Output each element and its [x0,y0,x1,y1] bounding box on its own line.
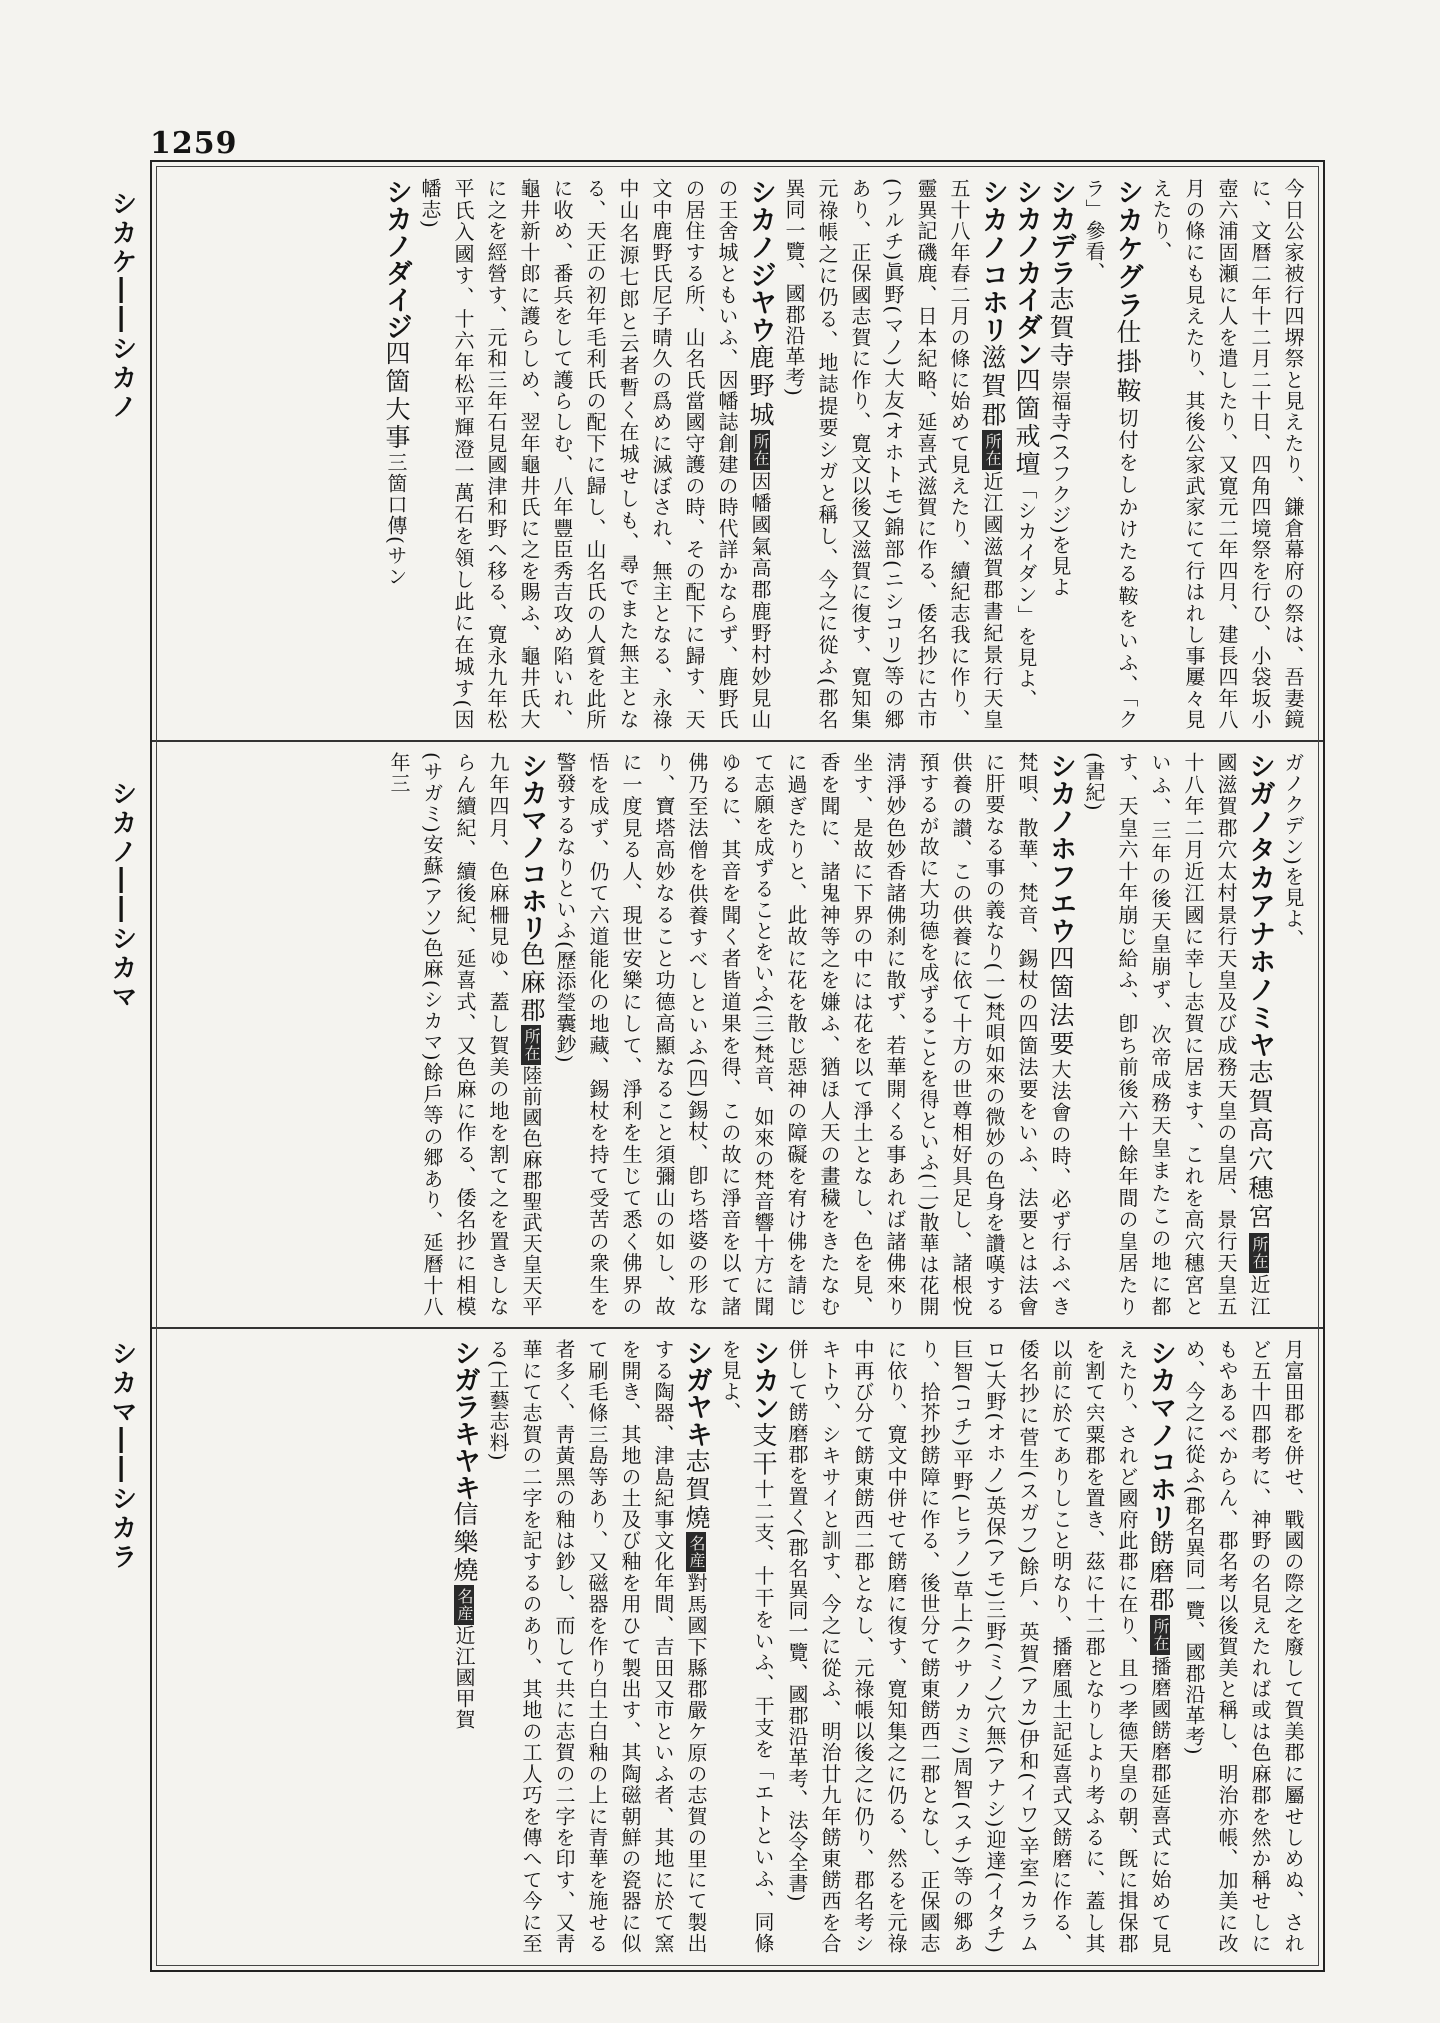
entry [481,1339,713,1954]
entry [713,1339,780,1954]
entry-heading: シカノカイダン [1011,178,1042,367]
tier-middle [166,752,1309,1317]
product-tag: 名産 [454,1585,474,1625]
tier-divider-1 [152,740,1323,742]
entry-heading: シカデラ [1045,178,1076,286]
entry-text: 月富田郡を併せ、戰國の際之を廢して賀美郡に屬せしめぬ、されど五十四郡考に、神野の名見えたれば或は色麻郡を然か稱せしにもやあるべからん、郡名考以後賀美と稱し、明治亦帳、加美に改め、今之に從ふ(郡名異同一覽、國郡沿革考) [1182,1339,1305,1954]
entry-text: 切付をしかけたる鞍をいふ、「クラ」參看、 [1082,178,1139,730]
entry-heading: シカマノコホリ [1145,1339,1176,1531]
tier-lower [166,1339,1309,1954]
entry [1144,178,1309,730]
location-tag: 所在 [1249,1233,1269,1273]
entry-heading: シカケグラ [1112,178,1143,320]
entry-text: 十二支、十干をいふ、干支を「エトといふ、同條を見よ、 [718,1339,775,1954]
entry [780,1339,1177,1954]
entry-text: 陸前國色麻郡聖武天皇天平九年四月、色麻柵見ゆ、蓋し賀美の地を割て之を置きしならん續紀、續後紀、延喜式、又色麻に作る、倭名抄に相模(サガミ)安蘇(アソ)色麻(シカマ)餘戶等の郷あり、延曆十八年三 [387,752,543,1317]
entry [548,752,1077,1317]
entry-heading: シカノダイジ [381,178,412,340]
entry-kanji: 支干 [749,1421,778,1480]
entry-text: 近江國甲賀 [452,1625,476,1730]
entry-heading: シカノホフエウ [1045,752,1076,945]
entry [1077,752,1276,1317]
entry [1177,1339,1309,1954]
running-head-lower: シカマ――シカラ [107,1340,137,1572]
tier-upper [166,178,1309,730]
page-number: 1259 [150,126,238,161]
entry-kanji: 志賀燒 [682,1447,711,1533]
entry-kanji: 鹿野城 [746,344,775,430]
entry-text: 近江國滋賀郡穴太村景行天皇及び成務天皇の皇居、景行天皇五十八年二月近江國に幸し志賀に居ます、これを高穴穗宮といふ、三年の後天皇崩ず、次帝成務天皇またこの地に都す、天皇六十年崩じ給ふ、卽ち前後六十餘年間の皇居たり(書紀) [1082,752,1271,1317]
entry [1077,178,1144,730]
entry [379,178,413,730]
page-frame [150,160,1325,1972]
entry-text: 崇福寺(スフクジ)を見よ [1048,370,1072,598]
entry [1009,178,1043,730]
entry [1043,178,1077,730]
entry-text: ガノクデン)を見よ、 [1281,752,1305,950]
tier-divider-2 [152,1327,1323,1329]
entry-kanji: 志賀高穴穗宮 [1245,1059,1274,1234]
entry-heading: シカマノコホリ [516,752,547,941]
product-tag: 名産 [686,1532,706,1572]
entry-kanji: 志賀寺 [1046,286,1075,370]
entry [447,1339,481,1954]
entry-text: 對馬國下縣郡嚴ケ原の志賀の里にて製出する陶器、津島紀事文化年間、吉田又市といふ者、其地に於て窯を開き、其地の土及び釉を用ひて製出す、其陶磁朝鮮の瓷器に似て刷毛條三島等あり、又磁器を作り白土白釉の上に青華を施せる者多く、靑黃黑の釉は鈔し、而して共に志賀の二字を印す、又靑華にて志賀の二字を記するのあり、其地の工人巧を傳へて今に至る(工藝志料) [486,1339,708,1954]
entry [382,752,548,1317]
location-tag: 所在 [521,1025,541,1065]
entry-kanji: 四箇戒壇 [1012,367,1041,479]
running-head-upper: シカケ――シカノ [107,190,137,422]
entry-text: 「シカイダン」を見よ、 [1014,479,1038,710]
entry-text: 近江國滋賀郡書紀景行天皇五十八年春二月の條に始めて見えたり、續紀志我に作り、靈異記磯鹿、日本紀略、延喜式滋賀に作る、倭名抄に古市(フルチ)眞野(マノ)大友(オホトモ)錦部(ニシコリ)等の郷あり、正保國志賀に作り、寛文以後又滋賀に復す、寛知集元祿帳之に仍る、地誌提要シガと稱し、今之に從ふ(郡名異同一覽、國郡沿革考) [782,178,1004,730]
entry-kanji: 滋賀郡 [978,344,1007,430]
entry [413,178,777,730]
entry-kanji: 四箇法要 [1046,944,1075,1060]
entry-text: 大法會の時、必ず行ふべき梵唄、散華、梵音、錫杖の四箇法要をいふ、法要とは法會に肝要なる事の義なり(一)梵唄如來の微妙の色身を讚嘆する供養の讃、この供養に依て十方の世尊相好具足し、諸根悅預するが故に大功德を成ずることを得といふ(二)散華は花開淸淨妙色妙香諸佛刹に散ず、若華開くる事あれば諸佛來り坐す、是故に下界の中には花を以て淨土となし、色を見、香を聞に、諸鬼神等之を嫌ふ、猶ほ人天の畫穢をきたなむに過ぎたりと、此故に花を散じ惡神の障礙を宥け佛を請じて志願を成ずることをいふ(三)梵音、如來の梵音響十方に聞ゆるに、其音を聞く者皆道果を得、この故に淨音を以て諸佛乃至法僧を供養すべしといふ(四)錫杖、卽ち塔婆の形なり、寶塔高妙なること功德高顯なること須彌山の如し、故に一度見る人、現世安樂にして、淨利を生じて悉く佛界の悟を成ず、仍て六道能化の地藏、錫杖を持て受苦の衆生を警發するなりといふ(歷添瑩囊鈔) [553,752,1072,1317]
entry-text: 播磨國餝磨郡延喜式に始めて見えたり、されど國府此郡に在り、且つ孝德天皇の朝、旣に揖保郡を割て宍粟郡を置き、茲に十二郡となりしより考ふるに、蓋し其以前に於てありしこと明なり、播磨風土記延喜式又餝磨に作る、倭名抄に菅生(スガフ)餘戶、英賀(アカ)伊和(イワ)辛室(カラムロ)大野(オホノ)英保(アモ)三野(ミノ)穴無(アナシ)迎達(イタチ)巨智(コチ)平野(ヒラノ)草上(クサノカミ)周智(スチ)等の郷あり、拾芥抄餝障に作る、後世分て餝東餝西二郡となし、正保國志に依り、寛文中併せて餝磨に復す、寛知集之に仍る、然るを元祿中再び分て餝東餝西二郡となし、元祿帳以後之に仍り、郡名考シキトウ、シキサイと訓す、今之に從ふ、明治廿九年餝東餝西を合併して餝磨郡を置く(郡名異同一覽、國郡沿革考、法令全書) [785,1339,1172,1954]
entry-kanji: 四箇大事 [382,340,411,452]
entry-text: 三箇口傳(サン [384,452,408,587]
entry-kanji: 信樂燒 [450,1501,479,1585]
entry [777,178,1009,730]
entry-text: 今日公家被行四堺祭と見えたり、鎌倉幕府の祭は、吾妻鏡に、文暦二年十二月二十日、四角四境祭を行ひ、小袋坂小壺六浦固瀬に人を遣したり、又寛元二年四月、建長四年八月の條にも見えたり、其後公家武家にて行はれし事屢々見えたり、 [1149,178,1305,730]
running-head-middle: シカノ――シカマ [107,780,137,1012]
entry-kanji: 餝磨郡 [1146,1530,1175,1616]
entry-heading: シガノタカアナホノミヤ [1244,752,1275,1060]
entry [1276,752,1309,1317]
entry-heading: シカノコホリ [977,178,1008,344]
entry-heading: シカノジヤウ [745,178,776,344]
entry-text: 因幡國氣高郡鹿野村妙見山の王舍城ともいふ、因幡誌創建の時代詳かならず、鹿野氏の居住する所、山名氏當國守護の時、その配下に歸す、天文中鹿野氏尼子晴久の爲めに滅ぼされ、無主となる、永祿中山名源七郎と云者暫く在城せしも、尋でまた無主となる、天正の初年毛利氏の配下に歸し、山名氏の人質を此所に收め、番兵をして護らしむ、八年豐臣秀吉攻め陷いれ、龜井新十郎に護らしめ、翌年龜井氏に之を賜ふ、龜井氏大に之を經營す、元和三年石見國津和野へ移る、寛永九年松平氏入國す、十六年松平輝澄一萬石を領し此に在城す(因幡志) [418,178,772,730]
location-tag: 所在 [982,430,1002,470]
entry-heading: シカン [748,1339,779,1422]
entry-heading: シガラキヤキ [449,1339,480,1501]
location-tag: 所在 [1150,1615,1170,1655]
entry-kanji: 色麻郡 [517,941,546,1025]
entry-kanji: 仕掛鞍 [1113,319,1142,408]
entry-heading: シガヤキ [681,1339,712,1448]
location-tag: 所在 [750,430,770,470]
